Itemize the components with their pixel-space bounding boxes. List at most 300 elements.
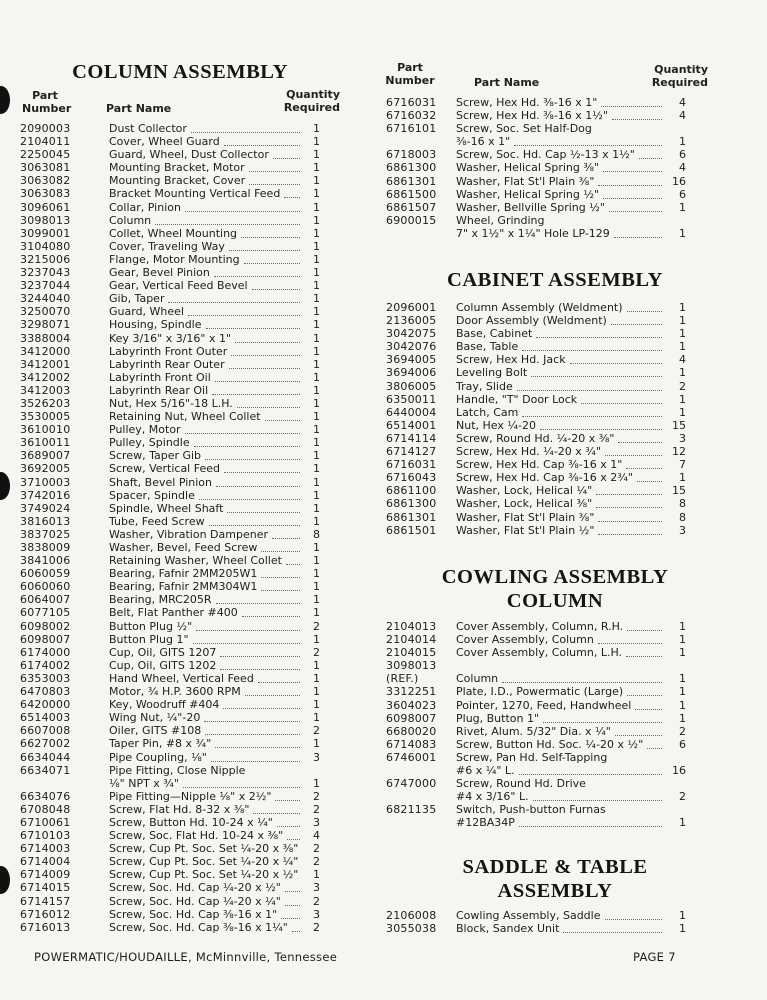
dot-leader — [205, 459, 300, 460]
part-name-line: Rivet, Alum. 5/32" Dia. x ¼" — [456, 724, 611, 738]
part-row — [20, 332, 320, 345]
dot-leader — [191, 132, 300, 133]
part-row — [386, 109, 686, 122]
dot-leader — [618, 442, 662, 443]
part-name — [109, 502, 223, 515]
part-number: 3104080 — [20, 239, 71, 253]
part-number: 6098002 — [20, 619, 71, 633]
part-number: 6746001 — [386, 750, 437, 764]
part-row — [20, 187, 320, 200]
dot-leader — [603, 198, 662, 199]
part-name-line: Screw, Soc. Hd. Cap ½-13 x 1½" — [456, 148, 635, 162]
part-row — [20, 921, 320, 934]
quantity: 1 — [313, 449, 320, 463]
dot-leader — [627, 695, 662, 696]
dot-leader — [598, 521, 662, 522]
part-name — [109, 921, 288, 934]
part-row — [20, 384, 320, 397]
quantity: 2 — [679, 724, 686, 738]
quantity: 1 — [313, 331, 320, 345]
part-number: 6714015 — [20, 881, 71, 895]
part-row — [386, 214, 686, 240]
part-name-line: Bracket Mounting Vertical Feed — [109, 187, 281, 201]
part-name-line: Washer, Helical Spring ½" — [456, 187, 600, 201]
part-row — [386, 419, 686, 432]
part-row — [20, 345, 320, 358]
part-name-line: Housing, Spindle — [109, 318, 202, 332]
quantity: 1 — [679, 340, 686, 354]
quantity: 1 — [313, 370, 320, 384]
part-row — [20, 633, 320, 646]
dot-leader — [212, 394, 300, 395]
part-name — [109, 580, 257, 593]
dot-leader — [205, 734, 300, 735]
quantity: 8 — [679, 510, 686, 524]
part-number: 6861300 — [386, 161, 437, 175]
dot-leader — [603, 171, 662, 172]
part-number: 6514003 — [20, 711, 71, 725]
part-name-line: Screw, Hex Hd. Cap ⅜-16 x 1" — [456, 458, 623, 472]
dot-leader — [224, 472, 300, 473]
dot-leader — [237, 407, 300, 408]
column-assembly-list — [20, 122, 320, 934]
dot-leader — [211, 761, 300, 762]
part-number: 2096001 — [386, 301, 437, 314]
quantity: 1 — [679, 698, 686, 712]
dot-leader — [261, 551, 300, 552]
part-number: 3063083 — [20, 187, 71, 201]
part-number: 6861300 — [386, 497, 437, 511]
part-row — [20, 292, 320, 305]
part-row — [386, 314, 686, 327]
quantity: 1 — [313, 318, 320, 332]
part-name-line: Cup, Oil, GITS 1202 — [109, 658, 217, 672]
part-name-line: Washer, Vibration Dampener — [109, 527, 268, 541]
part-number: 3610010 — [20, 423, 71, 437]
saddle-table-list — [386, 909, 686, 935]
part-number: 6821135 — [386, 803, 437, 817]
dot-leader — [185, 433, 300, 434]
dot-leader — [626, 468, 662, 469]
part-name-line: Screw, Hex Hd. ⅜-16 x 1" — [456, 96, 598, 109]
quantity: 1 — [313, 567, 320, 581]
part-number: 3042075 — [386, 327, 437, 341]
part-number: 6710103 — [20, 829, 71, 843]
part-number: 3530005 — [20, 410, 71, 424]
part-name — [109, 135, 220, 148]
dot-leader — [245, 695, 300, 696]
part-name — [109, 214, 151, 227]
part-name — [456, 109, 608, 122]
dot-leader — [231, 355, 300, 356]
part-name — [109, 633, 189, 646]
quantity: 1 — [679, 314, 686, 328]
part-row — [20, 685, 320, 698]
part-name — [456, 214, 610, 240]
dot-leader — [285, 891, 300, 892]
part-name — [456, 175, 594, 188]
quantity: 1 — [313, 226, 320, 240]
quantity: 1 — [313, 148, 320, 162]
dot-leader — [223, 708, 300, 709]
part-number: 3838009 — [20, 541, 71, 554]
part-row — [386, 301, 686, 314]
part-name — [109, 646, 216, 659]
part-number: 6900015 — [386, 213, 437, 227]
dot-leader — [502, 682, 662, 683]
part-name — [456, 353, 566, 366]
part-name-line: Screw, Button Hd. 10-24 x ¼" — [109, 815, 273, 829]
quantity: 6 — [679, 148, 686, 162]
dot-leader — [536, 337, 662, 338]
quantity: 1 — [679, 672, 686, 686]
part-name — [109, 397, 233, 410]
part-name-line: Column Assembly (Weldment) — [456, 301, 623, 314]
part-name-line: Switch, Push-button Furnas — [456, 803, 606, 817]
part-name — [456, 633, 594, 646]
part-name — [456, 327, 532, 340]
part-name-line: Labyrinth Front Oil — [109, 370, 211, 384]
part-number: 6714127 — [386, 445, 437, 459]
part-name-header: Part Name — [474, 76, 540, 89]
dot-leader — [540, 429, 662, 430]
part-name — [456, 393, 577, 406]
part-number: 6098007 — [386, 711, 437, 725]
quantity: 2 — [679, 790, 686, 804]
part-row — [20, 371, 320, 384]
dot-leader — [241, 237, 300, 238]
part-number: 6861301 — [386, 510, 437, 524]
part-name — [456, 380, 513, 393]
part-name-line: Bearing, Fafnir 2MM304W1 — [109, 580, 258, 594]
part-name — [109, 881, 281, 894]
part-row — [20, 737, 320, 750]
part-row — [20, 174, 320, 187]
quantity: 1 — [313, 423, 320, 437]
part-row — [386, 672, 686, 685]
part-name-line: Labyrinth Rear Outer — [109, 357, 225, 371]
part-name — [109, 711, 200, 724]
part-name-line: #6 x ¼" L. — [456, 764, 515, 778]
part-row — [20, 253, 320, 266]
part-number: 3816013 — [20, 514, 71, 528]
part-number: 2104015 — [386, 646, 437, 660]
quantity: 1 — [313, 593, 320, 607]
part-number: 6514001 — [386, 418, 437, 432]
quantity: 15 — [672, 418, 686, 432]
part-name-line: Screw, Pan Hd. Self-Tapping — [456, 750, 608, 764]
part-row — [386, 620, 686, 633]
part-row — [20, 698, 320, 711]
part-number: 6714004 — [20, 855, 71, 869]
part-number: 6627002 — [20, 737, 71, 751]
dot-leader — [635, 709, 662, 710]
part-name — [456, 161, 599, 174]
part-row — [386, 646, 686, 659]
part-name — [109, 266, 210, 279]
dot-leader — [627, 630, 662, 631]
binder-hole-middle — [0, 472, 10, 500]
part-number: 6714009 — [20, 868, 71, 882]
part-number: 2104014 — [386, 633, 437, 647]
dot-leader — [531, 376, 662, 377]
part-number: (REF.) — [386, 672, 419, 686]
continued-column-list — [386, 96, 686, 240]
quantity: 1 — [313, 488, 320, 502]
part-number: 6861100 — [386, 484, 437, 498]
part-name-line: Cover, Traveling Way — [109, 239, 225, 253]
part-name-line: Pulley, Spindle — [109, 436, 190, 450]
dot-leader — [229, 250, 300, 251]
quantity: 1 — [313, 161, 320, 175]
part-name-line: Wheel, Grinding — [456, 213, 545, 227]
quantity: 1 — [313, 279, 320, 293]
footer-page-number: PAGE 7 — [633, 950, 676, 964]
quantity: 1 — [313, 396, 320, 410]
part-name — [109, 358, 225, 371]
part-number: 3841006 — [20, 554, 71, 568]
part-name-line: Wing Nut, ¼"-20 — [109, 711, 201, 725]
part-number: 6861500 — [386, 187, 437, 201]
quantity: 1 — [313, 252, 320, 266]
part-name-line: Leveling Bolt — [456, 366, 528, 380]
part-name — [456, 366, 527, 379]
part-row — [386, 340, 686, 353]
quantity: 1 — [313, 292, 320, 306]
part-name-line: Cup, Oil, GITS 1207 — [109, 645, 217, 659]
dot-leader — [214, 276, 300, 277]
part-name — [109, 148, 269, 161]
part-row — [20, 148, 320, 161]
part-number: 6174000 — [20, 645, 71, 659]
part-name-line: Screw, Cup Pt. Soc. Set ¼-20 x ½" — [109, 868, 299, 882]
part-row — [386, 699, 686, 712]
part-number: 6714083 — [386, 737, 437, 751]
dot-leader — [596, 507, 662, 508]
quantity: 1 — [313, 658, 320, 672]
part-name — [456, 148, 635, 161]
quantity: 1 — [679, 405, 686, 419]
part-row — [20, 842, 320, 855]
part-number: 3237044 — [20, 279, 71, 293]
part-row — [20, 502, 320, 515]
part-row — [20, 476, 320, 489]
part-number: 3098013 — [386, 659, 437, 673]
part-name — [456, 620, 623, 633]
quantity: 8 — [679, 497, 686, 511]
part-name — [109, 476, 212, 489]
part-name — [109, 751, 207, 764]
part-name — [456, 646, 622, 659]
dot-leader — [287, 839, 300, 840]
part-row — [386, 712, 686, 725]
dot-leader — [627, 311, 662, 312]
part-name-line: Washer, Bevel, Feed Screw — [109, 541, 258, 554]
part-row — [20, 855, 320, 868]
part-number: 3312251 — [386, 685, 437, 699]
part-name — [456, 458, 622, 471]
quantity-header: Quantity Required — [651, 63, 708, 89]
part-row — [386, 96, 686, 109]
part-row — [386, 685, 686, 698]
part-name-line: Plate, I.D., Powermatic (Large) — [456, 685, 624, 699]
part-name — [456, 511, 594, 524]
quantity: 1 — [313, 383, 320, 397]
part-row — [20, 397, 320, 410]
part-number: 6710061 — [20, 815, 71, 829]
part-number: 6060059 — [20, 567, 71, 581]
part-name-line: Washer, Bellville Spring ½" — [456, 200, 605, 214]
part-name-line: 7" x 1½" x 1¼" Hole LP-129 — [456, 226, 610, 240]
part-number: 3298071 — [20, 318, 71, 332]
dot-leader — [598, 643, 662, 644]
part-name-line: Pipe Coupling, ⅛" — [109, 750, 207, 764]
part-name-line: Retaining Washer, Wheel Collet — [109, 554, 282, 568]
part-name-line: Tube, Feed Screw — [109, 514, 205, 528]
part-name — [109, 842, 298, 855]
part-row — [20, 279, 320, 292]
part-number: 6716031 — [386, 458, 437, 472]
part-name-line: Key, Woodruff #404 — [109, 698, 220, 712]
part-row — [20, 449, 320, 462]
quantity: 1 — [313, 344, 320, 358]
part-row — [20, 541, 320, 554]
part-name — [109, 816, 273, 829]
part-name-line: #12BA34P — [456, 816, 515, 830]
part-row — [386, 122, 686, 148]
quantity: 1 — [313, 200, 320, 214]
part-name-line: Belt, Flat Panther #400 — [109, 606, 238, 620]
part-number: 6350011 — [386, 392, 437, 406]
part-number: 6077105 — [20, 606, 71, 620]
part-number: 3063081 — [20, 161, 71, 175]
quantity: 3 — [313, 881, 320, 895]
part-name-line: Screw, Flat Hd. 8-32 x ⅜" — [109, 802, 250, 816]
part-name — [109, 515, 205, 528]
part-number: 6470803 — [20, 685, 71, 699]
part-name-line: Screw, Soc. Hd. Cap ¼-20 x ¼" — [109, 894, 281, 908]
dot-leader — [612, 119, 662, 120]
quantity: 1 — [313, 436, 320, 450]
part-name-line: Screw, Hex Hd. ⅜-16 x 1½" — [456, 109, 609, 123]
part-name — [109, 462, 220, 475]
quantity: 7 — [679, 458, 686, 472]
dot-leader — [275, 800, 300, 801]
quantity: 1 — [679, 226, 686, 240]
part-name-line: Washer, Flat St'l Plain ½" — [456, 523, 595, 537]
part-name — [456, 524, 594, 537]
part-name — [109, 436, 190, 449]
dot-leader — [215, 381, 300, 382]
dot-leader — [188, 315, 300, 316]
part-number: 6680020 — [386, 724, 437, 738]
dot-leader — [605, 919, 663, 920]
part-number: 3412001 — [20, 357, 71, 371]
quantity: 1 — [313, 685, 320, 699]
part-name — [109, 606, 238, 619]
part-name-line: Pipe Fitting, Close Nipple — [109, 763, 246, 777]
part-name — [109, 345, 227, 358]
part-name — [456, 471, 633, 484]
part-name — [456, 201, 605, 214]
part-row — [20, 829, 320, 842]
part-name — [109, 528, 268, 541]
part-name — [109, 332, 231, 345]
binder-hole-bottom — [0, 866, 10, 894]
quantity: 1 — [313, 606, 320, 620]
quantity: 1 — [679, 909, 686, 922]
part-row — [20, 606, 320, 619]
part-name-line: Guard, Wheel, Dust Collector — [109, 148, 269, 162]
dot-leader — [216, 603, 301, 604]
dot-leader — [216, 486, 300, 487]
quantity: 3 — [679, 523, 686, 537]
part-name-line: Spacer, Spindle — [109, 488, 195, 502]
quantity: 1 — [313, 711, 320, 725]
quantity: 1 — [679, 633, 686, 647]
quantity: 4 — [679, 96, 686, 109]
part-name-line: Washer, Lock, Helical ¼" — [456, 484, 593, 498]
part-number: 6861507 — [386, 200, 437, 214]
part-name — [109, 371, 211, 384]
part-name-line: Plug, Button 1" — [456, 711, 540, 725]
quantity: 1 — [313, 410, 320, 424]
dot-leader — [598, 185, 662, 186]
part-row — [20, 436, 320, 449]
quantity: 4 — [679, 161, 686, 175]
part-name — [456, 672, 498, 685]
part-row — [20, 803, 320, 816]
quantity: 1 — [679, 200, 686, 214]
cowling-assembly-title: COWLING ASSEMBLY COLUMN — [441, 566, 669, 612]
saddle-table-title: SADDLE & TABLE ASSEMBLY — [462, 856, 648, 902]
part-name — [456, 96, 597, 109]
quantity: 3 — [313, 815, 320, 829]
quantity: 6 — [679, 737, 686, 751]
part-row — [386, 484, 686, 497]
part-row — [20, 462, 320, 475]
part-name-line: Screw, Soc. Flat Hd. 10-24 x ⅜" — [109, 829, 284, 843]
part-row — [386, 922, 686, 935]
quantity: 4 — [313, 829, 320, 843]
dot-leader — [249, 184, 300, 185]
part-number: 6714157 — [20, 894, 71, 908]
part-name-line: Screw, Hex Hd. ¼-20 x ¾" — [456, 445, 602, 459]
part-name — [109, 201, 181, 214]
dot-leader — [626, 656, 662, 657]
part-row — [386, 432, 686, 445]
quantity: 1 — [313, 776, 320, 790]
dot-leader — [193, 643, 300, 644]
dot-leader — [215, 747, 300, 748]
part-name — [456, 909, 601, 922]
quantity: 1 — [313, 554, 320, 568]
part-name — [456, 188, 599, 201]
quantity: 1 — [679, 471, 686, 485]
quantity: 1 — [679, 685, 686, 699]
dot-leader — [273, 158, 300, 159]
dot-leader — [272, 538, 300, 539]
quantity: 1 — [313, 671, 320, 685]
part-name-line: Flange, Motor Mounting — [109, 252, 240, 266]
part-row — [386, 188, 686, 201]
part-number: 6716043 — [386, 471, 437, 485]
part-row — [386, 458, 686, 471]
quantity: 1 — [313, 541, 320, 554]
part-row — [386, 327, 686, 340]
part-name — [456, 497, 592, 510]
part-name-line: Button Plug 1" — [109, 632, 189, 646]
